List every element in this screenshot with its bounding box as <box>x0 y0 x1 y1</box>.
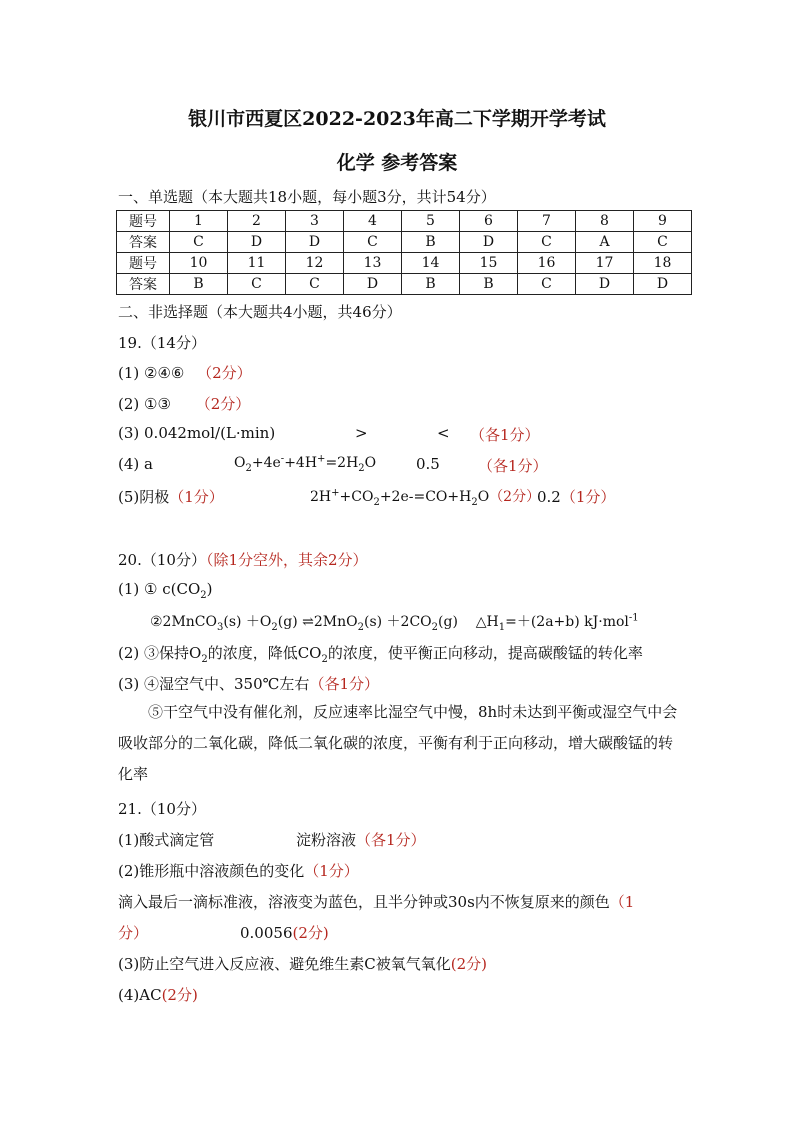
score-note: （除1分空外，其余2分） <box>205 551 368 569</box>
score-note: (2分) <box>450 955 487 973</box>
q19-line-1 <box>118 362 252 383</box>
table-cell: 8 <box>576 211 634 232</box>
table-cell: C <box>518 274 576 295</box>
table-cell: 18 <box>634 253 692 274</box>
q19-line-5c: 0.2（1分） <box>537 488 616 506</box>
q21-line-6: (4)AC(2分) <box>118 986 198 1004</box>
q20-line-3: (2) ③保持$O_2$的浓度，降低$CO_2$的浓度，使平衡正向移动，提高碳酸锰的转化率 <box>118 644 643 665</box>
q19-line-2 <box>118 393 250 414</box>
table-cell: 10 <box>170 253 228 274</box>
answer-text: > <box>355 424 368 442</box>
table-cell: 3 <box>286 211 344 232</box>
table-cell: 11 <box>228 253 286 274</box>
score-note: （1分） <box>560 488 616 506</box>
page-subtitle: 化学 参考答案 <box>336 152 458 174</box>
table-cell: D <box>576 274 634 295</box>
q21-line-2: (2)锥形瓶中溶液颜色的变化（1分） <box>118 862 359 880</box>
answer-text: (2) ①③ <box>118 395 171 413</box>
answer-text: (5)阴极 <box>118 488 170 506</box>
table-cell: C <box>344 232 402 253</box>
answer-text: (1) ②④⑥ <box>118 364 185 382</box>
table-cell: D <box>460 232 518 253</box>
table-row <box>117 274 692 295</box>
q20-line-1: (1) ① $c(CO_2)$ <box>118 580 213 601</box>
table-cell: 题号 <box>117 211 170 232</box>
page-title: 银川市西夏区2022-2023年高二下学期开学考试 <box>188 108 606 130</box>
answer-text: (4) a <box>118 455 153 473</box>
table-cell: D <box>286 232 344 253</box>
score-note: （2分） <box>489 489 541 505</box>
table-cell: 9 <box>634 211 692 232</box>
q21-line-4b: 0.0056(2分) <box>240 924 329 942</box>
q19-line-5 <box>118 486 224 507</box>
table-cell: B <box>402 232 460 253</box>
equation: $O_2+4e^-+4H^+=2H_2O$ <box>234 453 377 474</box>
table-cell: 答案 <box>117 232 170 253</box>
table-cell: 7 <box>518 211 576 232</box>
score-note: (2分) <box>161 986 198 1004</box>
table-cell: 1 <box>170 211 228 232</box>
answer-text: 0.5 <box>416 455 440 473</box>
answer-table <box>116 210 692 295</box>
q20-heading: 20.（10分）（除1分空外，其余2分） <box>118 551 368 569</box>
equation: $2H^++CO_2+2e-=CO+H_2O(2$分） <box>310 487 541 508</box>
score-note: （各1分） <box>478 457 548 475</box>
score-note: 分） <box>118 924 149 942</box>
section-1-heading: 一、单选题（本大题共18小题，每小题3分，共计54分） <box>118 188 496 206</box>
table-cell: D <box>634 274 692 295</box>
answer-text: (3) 0.042mol/(L·min) <box>118 424 276 442</box>
q21-line-1b: 淀粉溶液（各1分） <box>296 831 426 849</box>
q20-equation: ②2MnCO$_3$(s) $+O_2(g)$ ⇌2MnO$_2$(s) $+2CO_2(g)$ $\triangle H_1=+(2a+b)$ kJ·mol$^{-1}$ <box>150 612 639 633</box>
table-cell: 14 <box>402 253 460 274</box>
table-cell: C <box>228 274 286 295</box>
q20-paragraph: ⑤干空气中没有催化剂，反应速率比湿空气中慢，8h时未达到平衡或湿空气中会吸收部分的二氧化碳，降低二氧化碳的浓度，平衡有利于正向移动，增大碳酸锰的转化率 <box>118 703 678 783</box>
table-cell: 题号 <box>117 253 170 274</box>
q20-line-4: (3) ④湿空气中、350℃左右（各1分） <box>118 675 379 693</box>
section-2-heading: 二、非选择题（本大题共4小题，共46分） <box>118 303 402 321</box>
table-cell: A <box>576 232 634 253</box>
table-cell: 4 <box>344 211 402 232</box>
answer-text: (1)酸式滴定管 <box>118 831 215 849</box>
table-cell: 16 <box>518 253 576 274</box>
score-note: （2分） <box>195 395 251 413</box>
score-note: (2分) <box>292 924 329 942</box>
score-note: （各1分） <box>470 426 540 444</box>
table-cell: B <box>170 274 228 295</box>
q19-line-3 <box>118 424 275 442</box>
table-cell: 13 <box>344 253 402 274</box>
score-note: （2分） <box>197 364 252 382</box>
table-cell: 15 <box>460 253 518 274</box>
table-cell: 6 <box>460 211 518 232</box>
table-cell: B <box>402 274 460 295</box>
q21-heading: 21.（10分） <box>118 800 206 818</box>
table-cell: C <box>286 274 344 295</box>
table-row <box>117 232 692 253</box>
q19-heading: 19.（14分） <box>118 334 206 352</box>
table-cell: C <box>634 232 692 253</box>
score-note: （各1分） <box>356 831 426 849</box>
table-cell: 答案 <box>117 274 170 295</box>
table-cell: 5 <box>402 211 460 232</box>
score-note: （各1分） <box>309 675 379 693</box>
q21-line-5: (3)防止空气进入反应液、避免维生素C被氧气氧化(2分) <box>118 955 487 973</box>
table-row <box>117 253 692 274</box>
answer-text: < <box>437 424 450 442</box>
q21-line-3: 滴入最后一滴标准液，溶液变为蓝色，且半分钟或30s内不恢复原来的颜色（1 <box>118 893 635 911</box>
table-cell: 12 <box>286 253 344 274</box>
table-row <box>117 211 692 232</box>
score-note: （1分） <box>169 488 224 506</box>
table-cell: C <box>170 232 228 253</box>
table-cell: 17 <box>576 253 634 274</box>
table-cell: B <box>460 274 518 295</box>
score-note: （1 <box>609 893 635 911</box>
score-note: （1分） <box>304 862 359 880</box>
table-cell: 2 <box>228 211 286 232</box>
equilibrium-arrow-icon: ⇌ <box>302 614 314 630</box>
table-cell: D <box>344 274 402 295</box>
table-cell: D <box>228 232 286 253</box>
table-cell: C <box>518 232 576 253</box>
